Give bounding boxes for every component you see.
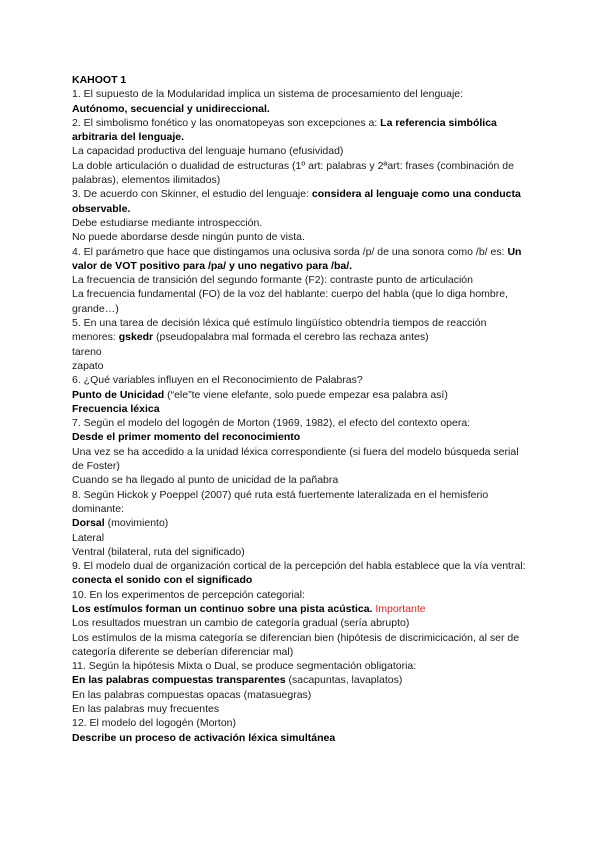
option-3a: Debe estudiarse mediante introspección. — [72, 216, 263, 229]
question-6: 6. ¿Qué variables influyen en el Reconocimiento de Palabras? — [72, 374, 363, 387]
question-3 — [72, 187, 530, 216]
question-12: 12. El modelo del logogén (Morton) — [72, 717, 237, 730]
option-8a: Lateral — [72, 531, 105, 544]
option-7b: Cuando se ha llegado al punto de unicidad de la pañabra — [72, 474, 339, 487]
answer-1: Autónomo, secuencial y unidireccional. — [72, 102, 270, 115]
question-2-text: 2. El simbolismo fonético y las onomatopeyas son excepciones a: — [72, 116, 381, 129]
important-tag: Importante — [372, 602, 426, 615]
answer-8: Dorsal — [72, 517, 105, 530]
option-5b: zapato — [72, 359, 104, 372]
option-7a: Una vez se ha accedido a la unidad léxica correspondiente (si fuera del modelo búsqueda serial de Foster) — [72, 445, 519, 473]
answer-6a: Punto de Unicidad — [72, 388, 165, 401]
answer-4: Un valor de VOT positivo para /pa/ y uno negativo para /ba/. — [72, 245, 522, 272]
answer-12: Describe un proceso de activación léxica simultánea — [72, 731, 336, 744]
answer-6-note: (“ele”te viene elefante, solo puede empezar esa palabra así) — [164, 388, 448, 401]
answer-5-note: (pseudopalabra mal formada el cerebro las rechaza antes) — [153, 331, 429, 344]
answer-3: considera al lenguaje como una conducta observable. — [72, 188, 521, 215]
question-5 — [72, 316, 530, 345]
answer-5: gskedr — [118, 331, 154, 344]
option-4a: La frecuencia de transición del segundo formante (F2): contraste punto de articulación — [72, 274, 473, 287]
option-10b: Los estímulos de la misma categoría se diferencian bien (hipótesis de discrimicicación, al ser de categoría diferente se deberían diferenciar mal) — [72, 631, 520, 658]
answer-11-line — [72, 673, 530, 687]
question-9: 9. El modelo dual de organización cortical de la percepción del habla establece que la vía ventral: — [72, 560, 526, 573]
answer-8-note: (movimiento) — [104, 517, 169, 530]
answer-11-note: (sacapuntas, lavaplatos) — [285, 674, 403, 687]
answer-7: Desde el primer momento del reconocimiento — [72, 431, 301, 444]
option-3b: No puede abordarse desde ningún punto de vista. — [72, 231, 305, 244]
answer-8-line — [72, 516, 530, 530]
question-7: 7. Según el modelo del logogén de Morton (1969, 1982), el efecto del contexto opera: — [72, 417, 471, 430]
document-body — [72, 73, 530, 745]
question-4 — [72, 245, 530, 274]
question-5-text: 5. En una tarea de decisión léxica qué estímulo lingüístico obtendría tiempos de reacción menores: — [72, 317, 487, 344]
question-11: 11. Según la hipótesis Mixta o Dual, se produce segmentación obligatoria: — [72, 660, 417, 673]
question-1: 1. El supuesto de la Modularidad implica un sistema de procesamiento del lenguaje: — [72, 88, 464, 101]
question-3-text: 3. De acuerdo con Skinner, el estudio del lenguaje: — [72, 188, 312, 201]
answer-9: conecta el sonido con el significado — [72, 574, 253, 587]
answer-2: La referencia simbólica arbitraria del lenguaje. — [72, 116, 497, 144]
question-2 — [72, 116, 530, 145]
answer-6-line — [72, 388, 530, 402]
option-5a: tareno — [72, 345, 102, 358]
question-4-text: 4. El parámetro que hace que distingamos una oclusiva sorda /p/ de una sonora como /b/ es: — [72, 245, 508, 258]
option-11b: En las palabras muy frecuentes — [72, 703, 220, 716]
answer-11: En las palabras compuestas transparentes — [72, 674, 286, 687]
option-2b: La doble articulación o dualidad de estructuras (1º art: palabras y 2ªart: frases (combinación de palabras), elementos ilimitados) — [72, 159, 514, 187]
option-4b: La frecuencia fundamental (FO) de la voz del hablante: cuerpo del habla (que lo diga hombre, grande…) — [72, 288, 509, 315]
option-11a: En las palabras compuestas opacas (matasuegras) — [72, 688, 312, 701]
answer-10-line — [72, 602, 530, 616]
answer-6b: Frecuencia léxica — [72, 402, 160, 415]
document-title: KAHOOT 1 — [72, 74, 127, 86]
option-2a: La capacidad productiva del lenguaje humano (efusividad) — [72, 145, 344, 158]
option-10a: Los resultados muestran un cambio de categoría gradual (sería abrupto) — [72, 617, 410, 630]
answer-10: Los estímulos forman un continuo sobre una pista acústica. — [72, 602, 373, 615]
question-10: 10. En los experimentos de percepción categorial: — [72, 588, 305, 601]
question-8: 8. Según Hickok y Poeppel (2007) qué ruta está fuertemente lateralizada en el hemisferio dominante: — [72, 488, 489, 515]
option-8b: Ventral (bilateral, ruta del significado) — [72, 545, 245, 558]
